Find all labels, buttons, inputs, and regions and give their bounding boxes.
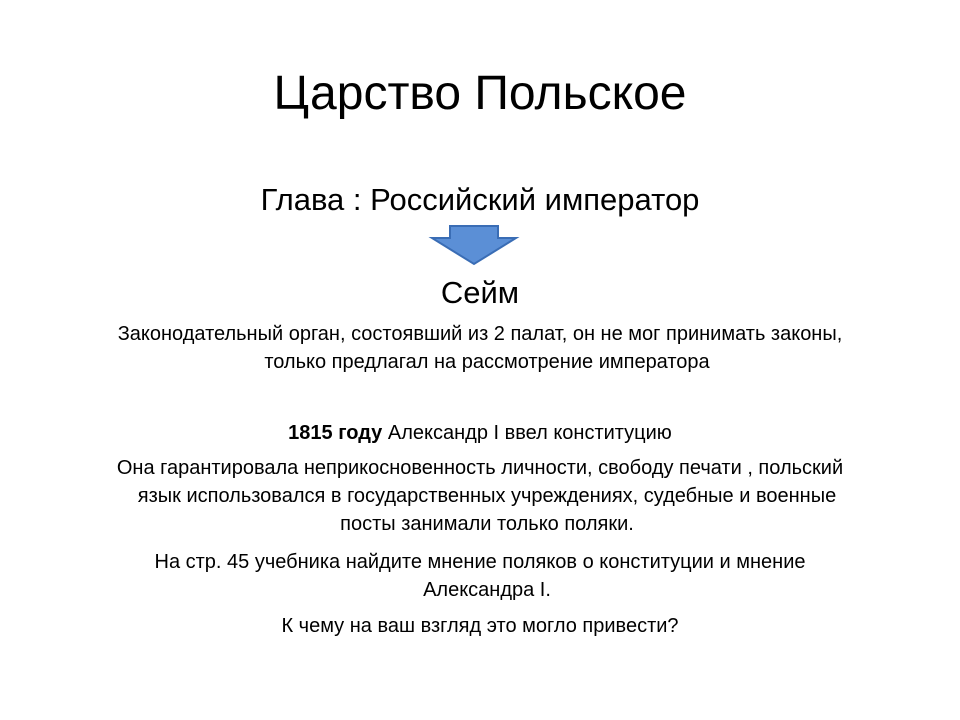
task-line-2: Александра I. — [423, 579, 551, 601]
down-arrow-shape — [432, 226, 516, 264]
guarantees-line-2: язык использовался в государственных учреждениях, судебные и военные — [137, 485, 837, 507]
constitution-year: 1815 году — [288, 422, 383, 444]
head-of-state-line: Глава : Российский император — [260, 182, 700, 217]
sejm-description-line-1: Законодательный орган, состоявший из 2 палат, он не мог принимать законы, — [117, 323, 843, 345]
slide-title: Царство Польское — [273, 67, 687, 120]
constitution-line — [50, 419, 910, 447]
sejm-heading: Сейм — [440, 275, 520, 310]
sejm-description-line-2: только предлагал на рассмотрение императора — [264, 351, 710, 373]
sejm-description — [50, 320, 910, 376]
constitution-guarantees — [50, 454, 910, 538]
constitution-text: Александр I ввел конституцию — [382, 422, 672, 444]
textbook-task — [50, 548, 910, 604]
down-arrow-icon — [428, 224, 520, 266]
guarantees-line-1: Она гарантировала неприкосновенность личности, свободу печати , польский — [116, 457, 844, 479]
task-line-1: На стр. 45 учебника найдите мнение поляков о конституции и мнение — [154, 551, 806, 573]
discussion-question: К чему на ваш взгляд это могло привести? — [281, 615, 679, 637]
guarantees-line-3: посты занимали только поляки. — [340, 513, 634, 535]
